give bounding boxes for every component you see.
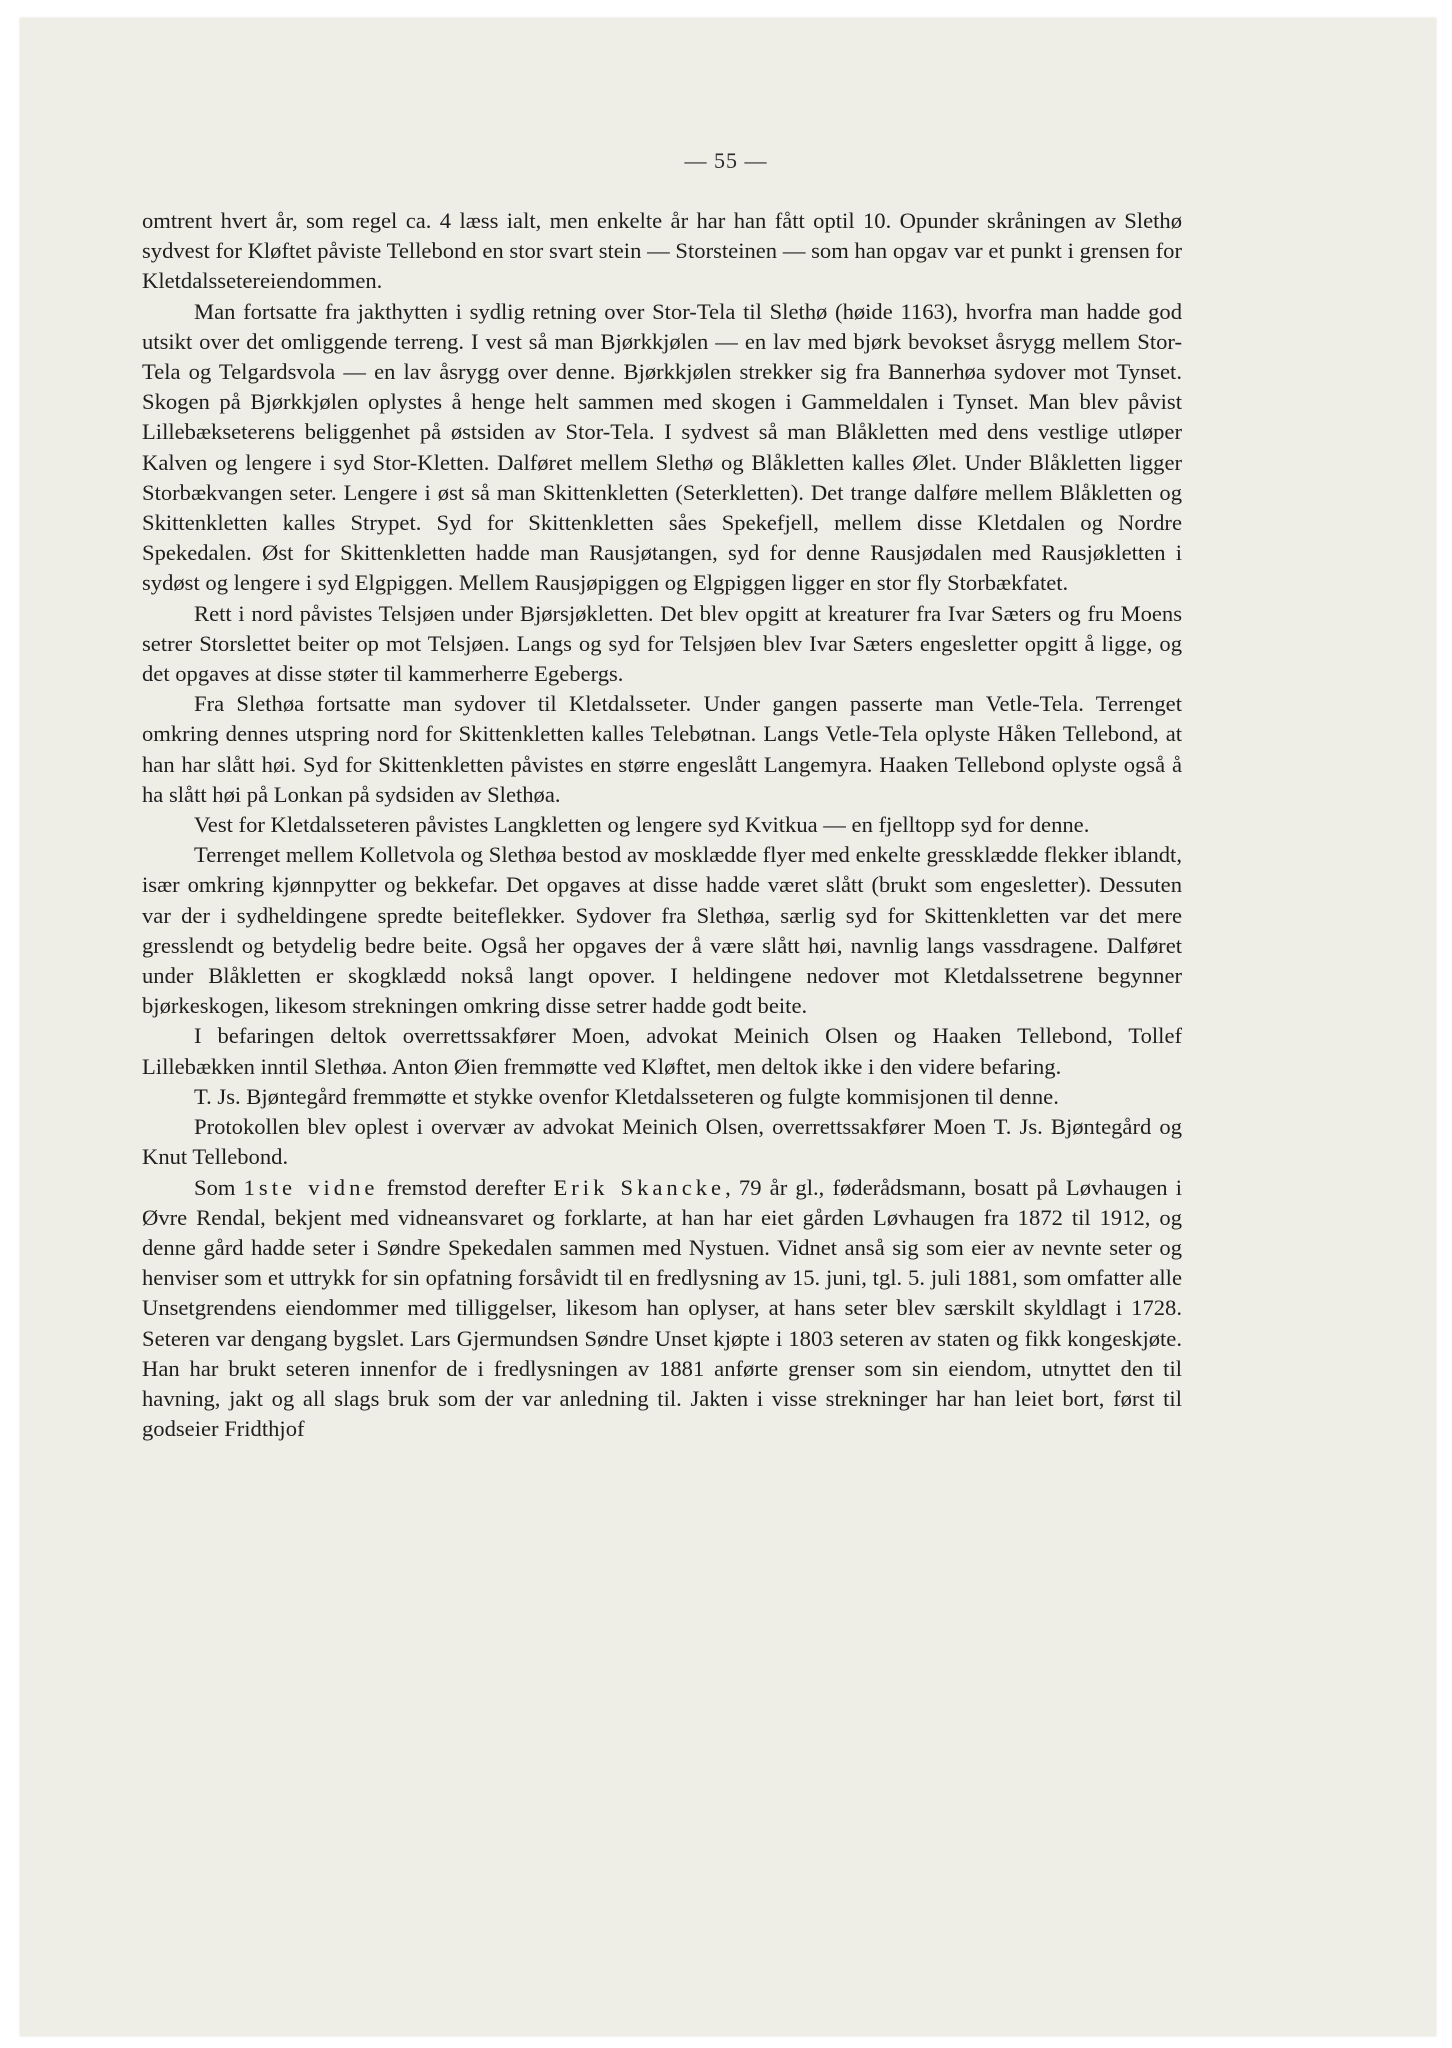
paragraph: Fra Slethøa fortsatte man sydover til Kletdalsseter. Under gangen passerte man Vetle-Tela. Terrenget omkring dennes utspring nord for Skittenkletten kalles Telebøtnan. Langs Vetle-Tela oplyste Håken Tellebond, at han har slått høi. Syd for Skittenkletten påvistes en større engeslått Langemyra. Haaken Tellebond oplyste også å ha slått høi på Lonkan på sydsiden av Slethøa. (142, 691, 1182, 807)
witness-ordinal: 1ste vidne (243, 1174, 379, 1200)
witness-connector: fremstod derefter (378, 1174, 554, 1200)
paragraph: Rett i nord påvistes Telsjøen under Bjørsjøkletten. Det blev opgitt at kreaturer fra Ivar Sæters og fru Moens setrer Storslettet beiter op mot Telsjøen. Langs og syd for Telsjøen blev Ivar Sæters engesletter opgitt å ligge, og det opgaves at disse støter til kammerherre Egebergs. (142, 600, 1182, 687)
paragraph: omtrent hvert år, som regel ca. 4 læss ialt, men enkelte år har han fått optil 10. Opunder skråningen av Slethø sydvest for Kløftet påviste Tellebond en stor svart stein — Storsteinen — som han opgav var et punkt i grensen for Kletdalssetereiendommen. (142, 208, 1182, 294)
paragraph-witness (142, 1173, 1182, 1445)
witness-name: Erik Skancke (553, 1174, 726, 1200)
paragraph: Terrenget mellem Kolletvola og Slethøa bestod av mosklædde flyer med enkelte gressklædde flekker iblandt, især omkring kjønnpytter og bekkefar. Det opgaves at disse hadde været slått (brukt som engesletter). Dessuten var der i sydheldingene spredte beiteflekker. Sydover fra Slethøa, særlig syd for Skittenkletten var det mere gresslendt og betydelig bedre beite. Også her opgaves der å være slått høi, navnlig langs vassdragene. Dalføret under Blåkletten er skogklædd nokså langt opover. I heldingene nedover mot Kletdalssetrene begynner bjørkeskogen, likesom strekningen omkring disse setrer hadde godt beite. (142, 842, 1182, 1019)
witness-intro: Som (194, 1174, 244, 1200)
paragraph: I befaringen deltok overrettssakfører Moen, advokat Meinich Olsen og Haaken Tellebond, Tollef Lillebækken inntil Slethøa. Anton Øien fremmøtte ved Kløftet, men deltok ikke i den videre befaring. (142, 1023, 1182, 1079)
paragraph: Vest for Kletdalsseteren påvistes Langkletten og lengere syd Kvitkua — en fjelltopp syd for denne. (194, 812, 1090, 838)
paragraph: Protokollen blev oplest i overvær av advokat Meinich Olsen, overrettssakfører Moen T. Js. Bjøntegård og Knut Tellebond. (142, 1114, 1182, 1170)
witness-statement: , 79 år gl., føderådsmann, bosatt på Løvhaugen i Øvre Rendal, bekjent med vidneansvaret og forklarte, at han har eiet gården Løvhaugen fra 1872 til 1912, og denne gård hadde seter i Søndre Spekedalen sammen med Nystuen. Vidnet anså sig som eier av nevnte seter og henviser som et uttrykk for sin opfatning forsåvidt til en fredlysning av 15. juni, tgl. 5. juli 1881, som omfatter alle Unsetgrendens eiendommer med tilliggelser, likesom han oplyser, at hans seter blev særskilt skyldlagt i 1728. Seteren var dengang bygslet. Lars Gjermundsen Søndre Unset kjøpte i 1803 seteren av staten og fikk kongeskjøte. Han har brukt seteren innenfor de i fredlysningen av 1881 anførte grenser som sin eiendom, utnyttet den til havning, jakt og all slags bruk som der var anledning til. Jakten i visse strekninger har han leiet bort, først til godseier Fridthjof (142, 1174, 1182, 1442)
text-body (142, 206, 1182, 1444)
paragraph: T. Js. Bjøntegård fremmøtte et stykke ovenfor Kletdalsseteren og fulgte kommisjonen til denne. (194, 1083, 1059, 1109)
paragraph: Man fortsatte fra jakthytten i sydlig retning over Stor-Tela til Slethø (høide 1163), hvorfra man hadde god utsikt over det omliggende terreng. I vest så man Bjørkkjølen — en lav med bjørk bevokset åsrygg mellem Stor-Tela og Telgardsvola — en lav åsrygg over denne. Bjørkkjølen strekker sig fra Bannerhøa sydover mot Tynset. Skogen på Bjørkkjølen oplystes å henge helt sammen med skogen i Gammeldalen i Tynset. Man blev påvist Lillebækseterens beliggenhet på østsiden av Stor-Tela. I sydvest så man Blåkletten med dens vestlige utløper Kalven og lengere i syd Stor-Kletten. Dalføret mellem Slethø og Blåkletten kalles Ølet. Under Blåkletten ligger Storbækvangen seter. Lengere i øst så man Skittenkletten (Seterkletten). Det trange dalføre mellem Blåkletten og Skittenkletten kalles Strypet. Syd for Skittenkletten såes Spekefjell, mellem disse Kletdalen og Nordre Spekedalen. Øst for Skittenkletten hadde man Rausjøtangen, syd for denne Rausjødalen med Rausjøkletten i sydøst og lengere i syd Elgpiggen. Mellem Rausjøpiggen og Elgpiggen ligger en stor fly Storbækfatet. (142, 298, 1182, 596)
page-number: — 55 — (684, 148, 768, 173)
